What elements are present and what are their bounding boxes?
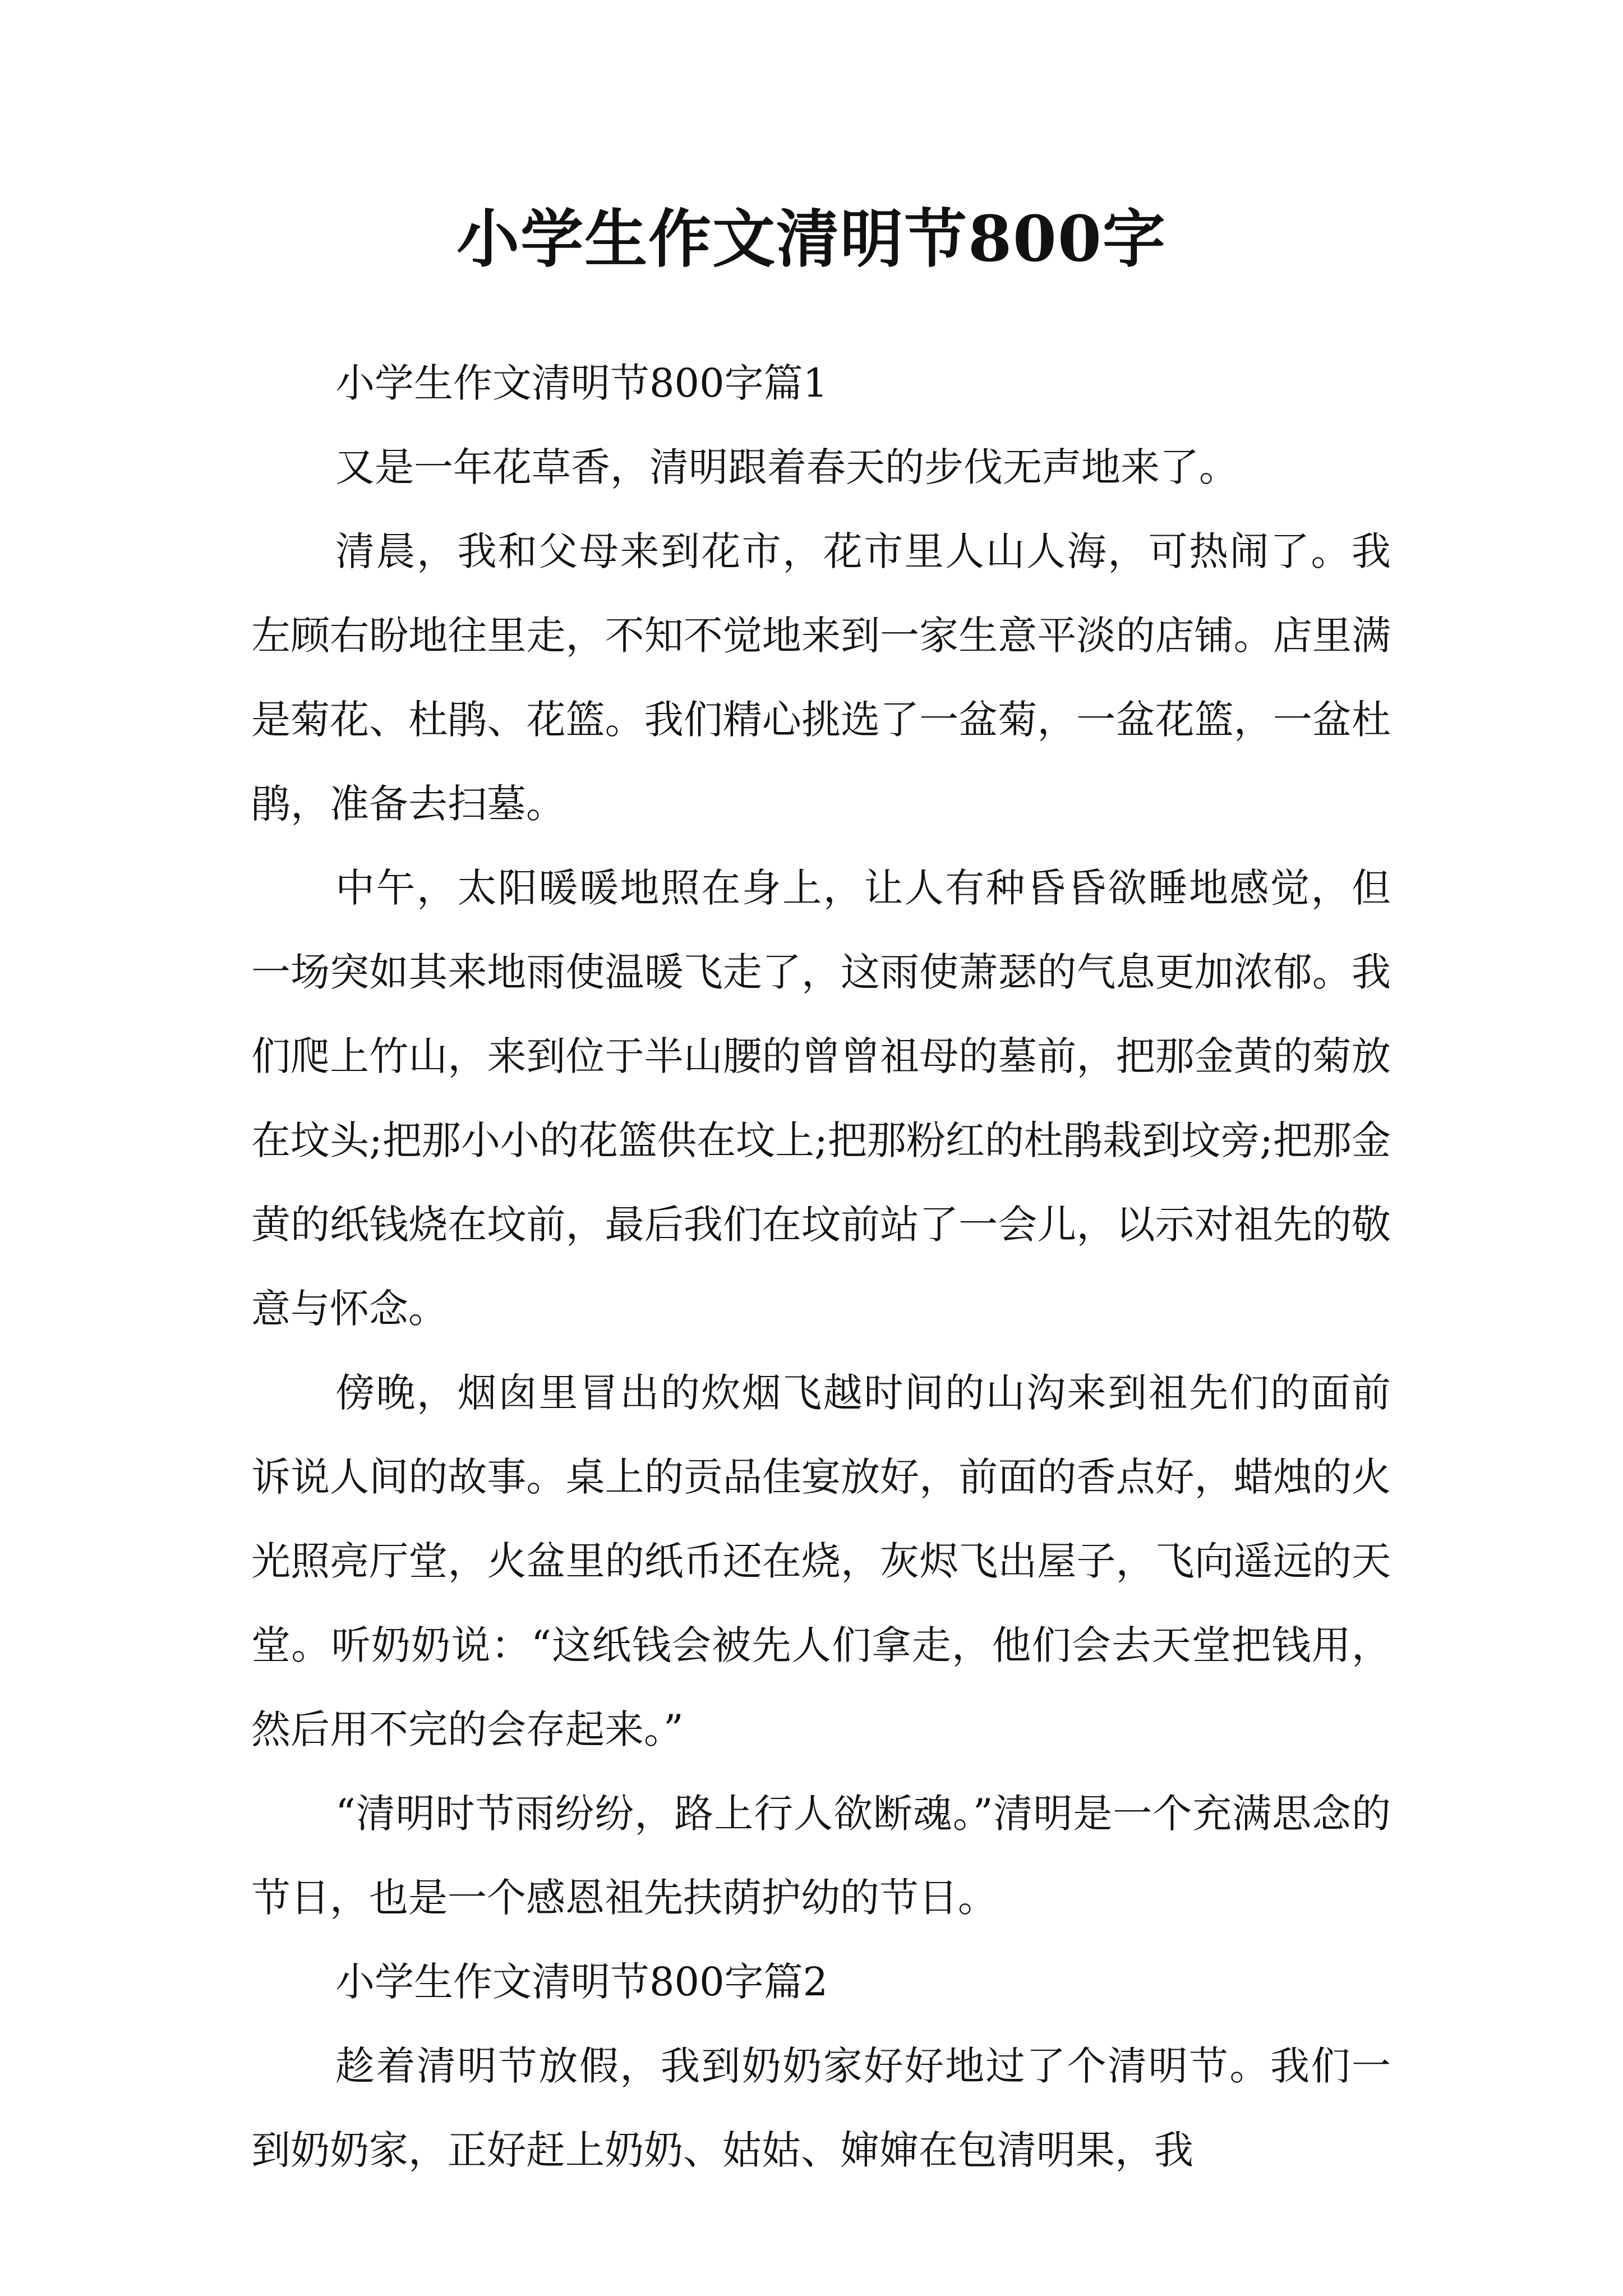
paragraph: 清晨，我和父母来到花市，花市里人山人海，可热闹了。我左顾右盼地往里走，不知不觉地来到一家生意平淡的店铺。店里满是菊花、杜鹃、花篮。我们精心挑选了一盆菊，一盆花篮，一盆杜鹃，准备去扫墓。: [251, 528, 1391, 827]
document-title: 小学生作文清明节800字: [457, 203, 1166, 276]
paragraph: 傍晚，烟囱里冒出的炊烟飞越时间的山沟来到祖先们的面前诉说人间的故事。桌上的贡品佳宴放好，前面的香点好，蜡烛的火光照亮厅堂，火盆里的纸币还在烧，灰烬飞出屋子，飞向遥远的天堂。听奶奶说：“这纸钱会被先人们拿走，他们会去天堂把钱用，然后用不完的会存起来。”: [251, 1370, 1391, 1752]
document-body: [251, 341, 1391, 2192]
section-heading-1: 小学生作文清明节800字篇1: [335, 360, 828, 406]
paragraph: “清明时节雨纷纷，路上行人欲断魂。”清明是一个充满思念的节日，也是一个感恩祖先扶荫护幼的节日。: [251, 1791, 1391, 1921]
paragraph: 中午，太阳暖暖地照在身上，让人有种昏昏欲睡地感觉，但一场突如其来地雨使温暖飞走了，这雨使萧瑟的气息更加浓郁。我们爬上竹山，来到位于半山腰的曾曾祖母的墓前，把那金黄的菊放在坟头;把那小小的花篮供在坟上;把那粉红的杜鹃栽到坟旁;把那金黄的纸钱烧在坟前，最后我们在坟前站了一会儿，以示对祖先的敬意与怀念。: [251, 865, 1391, 1332]
paragraph: 又是一年花草香，清明跟着春天的步伐无声地来了。: [335, 444, 1238, 490]
paragraph: 趁着清明节放假，我到奶奶家好好地过了个清明节。我们一到奶奶家，正好赶上奶奶、姑姑、婶婶在包清明果，我: [251, 2043, 1391, 2173]
section-heading-2: 小学生作文清明节800字篇2: [335, 1959, 828, 2005]
